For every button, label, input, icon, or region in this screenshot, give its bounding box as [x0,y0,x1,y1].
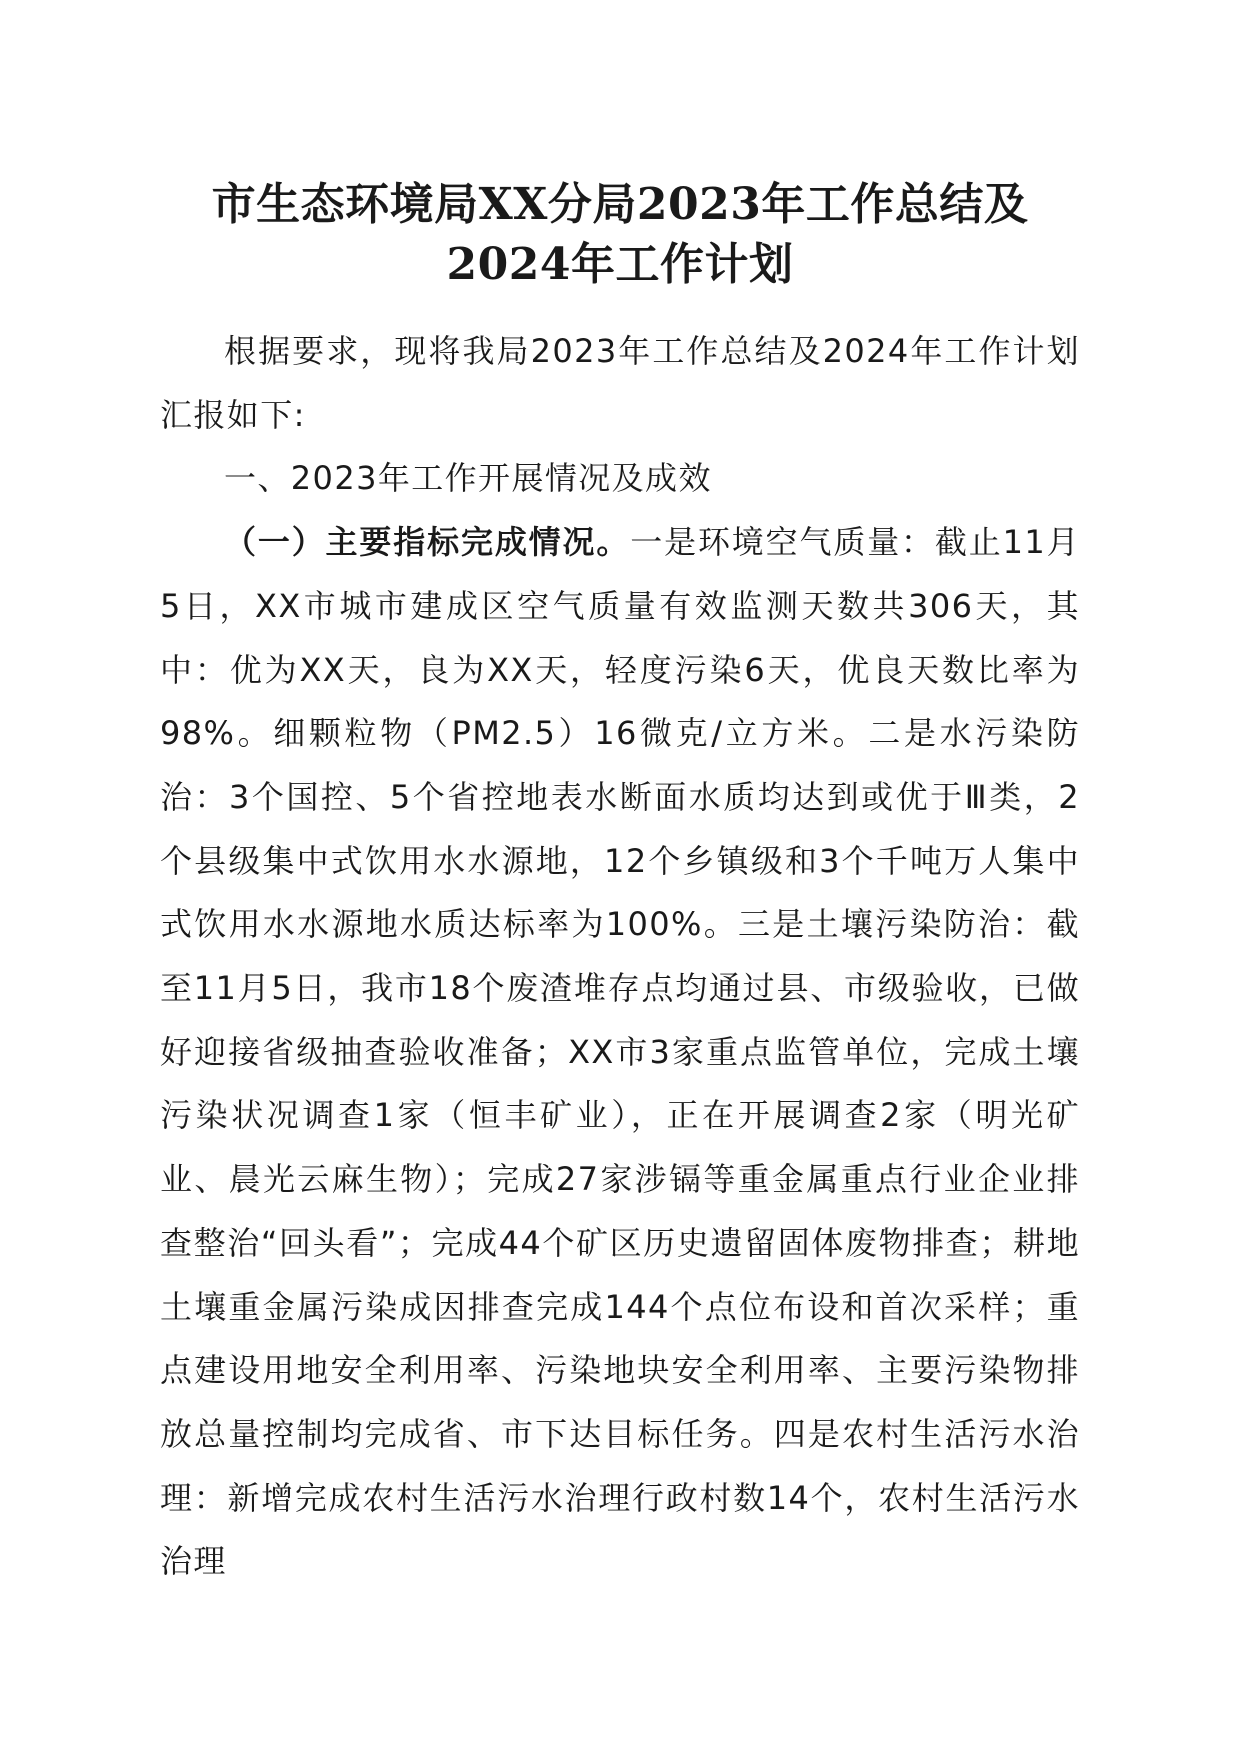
intro-paragraph: 根据要求，现将我局2023年工作总结及2024年工作计划汇报如下: [160,332,1080,434]
document-body [160,320,1080,1594]
title-line-1: 市生态环境局XX分局2023年工作总结及 [211,179,1029,230]
document-title [150,175,1090,295]
section-heading-1: 一、2023年工作开展情况及成效 [224,459,712,498]
subsection-body-1: 一是环境空气质量：截止11月5日，XX市城市建成区空气质量有效监测天数共306天，其中：优为XX天，良为XX天，轻度污染6天，优良天数比率为98%。细颗粒物（PM2.5）16微克/立方米。二是水污染防治：3个国控、5个省控地表水断面水质均达到或优于Ⅲ类，2个县级集中式饮用水水源地，12个乡镇级和3个千吨万人集中式饮用水水源地水质达标率为100%。三是土壤污染防治：截至11月5日，我市18个废渣堆存点均通过县、市级验收，已做好迎接省级抽查验收准备；XX市3家重点监管单位，完成土壤污染状况调查1家（恒丰矿业），正在开展调查2家（明光矿业、晨光云麻生物）；完成27家涉镉等重金属重点行业企业排查整治“回头看”；完成44个矿区历史遗留固体废物排查；耕地土壤重金属污染成因排查完成144个点位布设和首次采样；重点建设用地安全利用率、污染地块安全利用率、主要污染物排放总量控制均完成省、市下达目标任务。四是农村生活污水治理：新增完成农村生活污水治理行政村数14个，农村生活污水治理 [160,523,1080,1581]
title-line-2: 2024年工作计划 [446,239,794,290]
subsection-paragraph-1 [160,511,1080,1594]
subsection-lead-1: （一）主要指标完成情况。 [224,523,631,562]
